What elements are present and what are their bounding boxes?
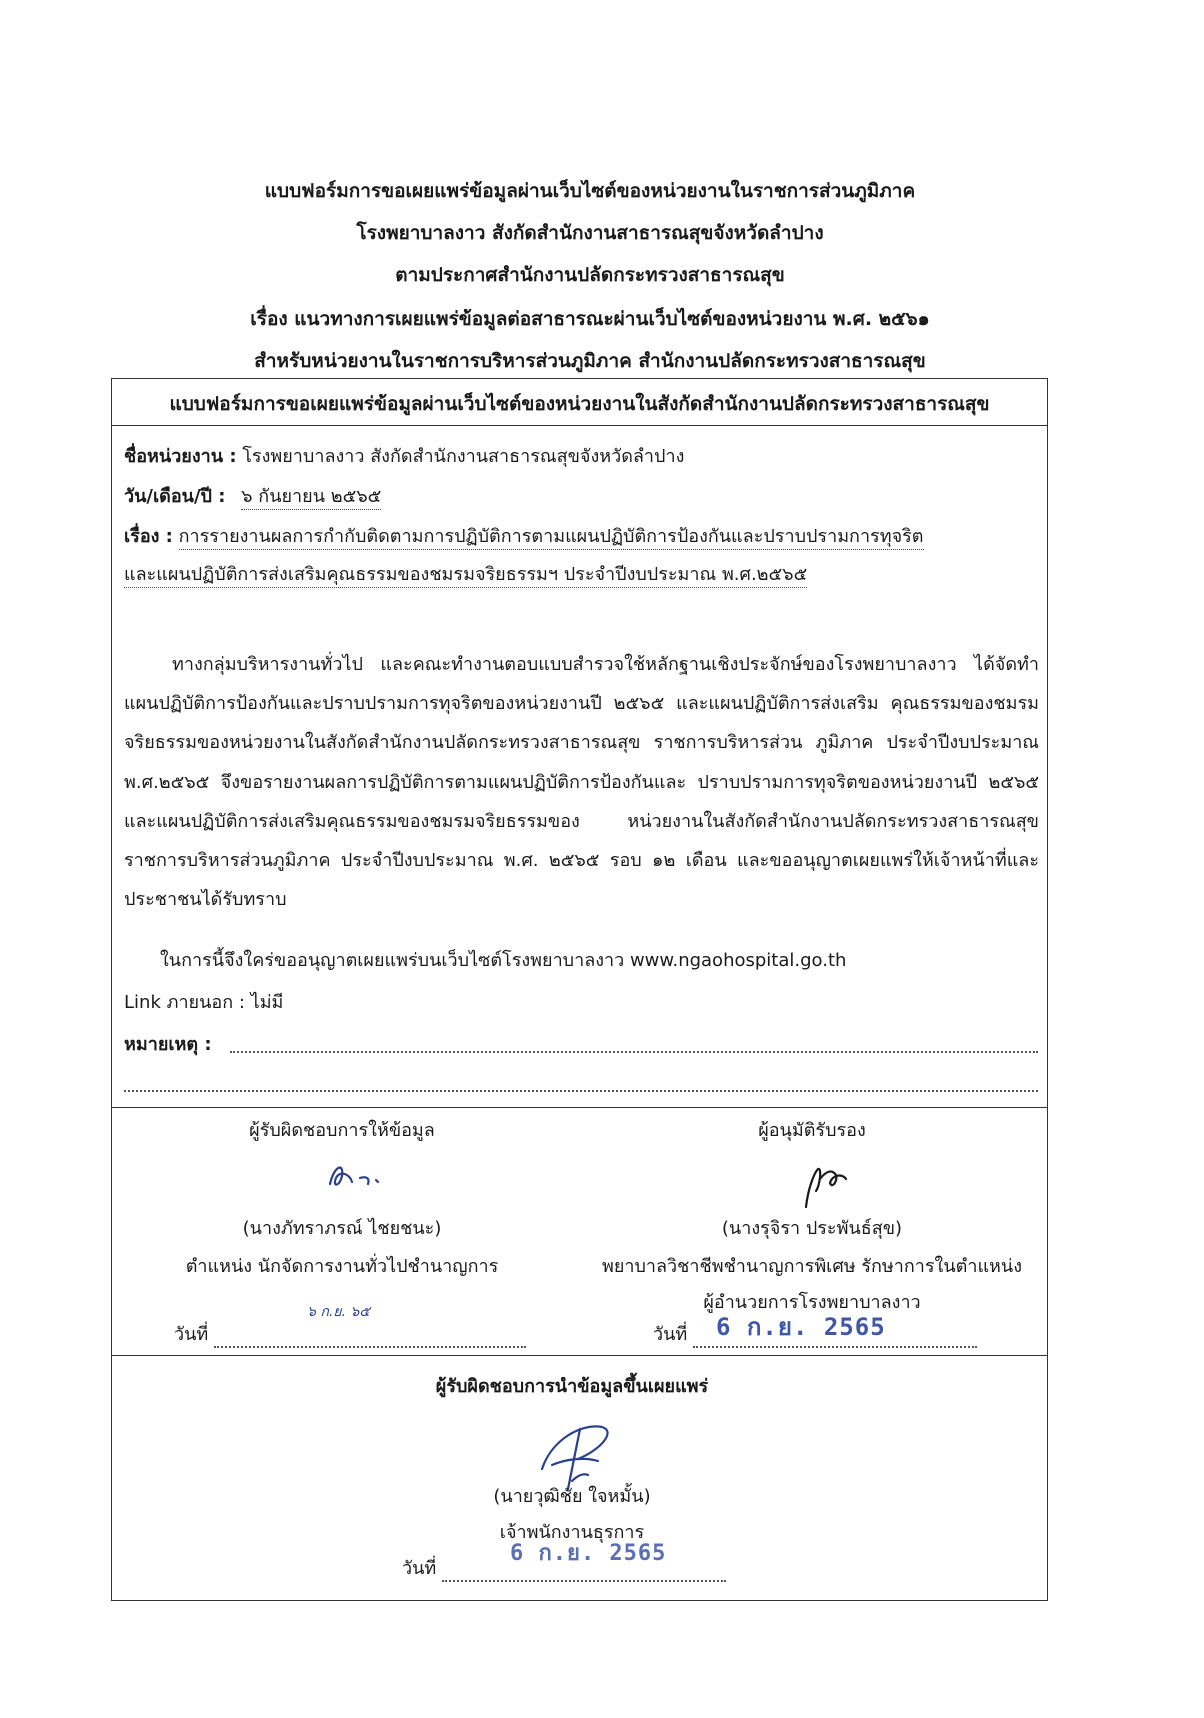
bottom-divider [112, 1355, 1047, 1356]
left-date-label: วันที่ [174, 1324, 209, 1345]
header-line-5: สำหรับหน่วยงานในราชการบริหารส่วนภูมิภาค สำนักงานปลัดกระทรวงสาธารณสุข [254, 350, 926, 372]
subject-row-2 [124, 559, 807, 588]
header-line-1: แบบฟอร์มการขอเผยแพร่ข้อมูลผ่านเว็บไซต์ของหน่วยงานในราชการส่วนภูมิภาค [264, 180, 916, 202]
right-position-line-2: ผู้อำนวยการโรงพยาบาลงาว [703, 1292, 921, 1313]
form-title: แบบฟอร์มการขอเผยแพร่ข้อมูลผ่านเว็บไซต์ของหน่วยงานในสังกัดสำนักงานปลัดกระทรวงสาธารณสุข [169, 393, 990, 415]
right-name: (นางรุจิรา ประพันธ์สุข) [721, 1218, 903, 1239]
unit-label: ชื่อหน่วยงาน : [124, 446, 237, 467]
remark-label: หมายเหตุ : [124, 1034, 212, 1055]
subject-row [124, 521, 924, 550]
link-label: Link ภายนอก : [124, 992, 245, 1013]
left-position: ตำแหน่ง นักจัดการงานทั่วไปชำนาญการ [185, 1256, 499, 1277]
right-date-label: วันที่ [653, 1324, 688, 1345]
left-date-dots [214, 1346, 526, 1348]
date-row [124, 481, 381, 510]
left-signature [322, 1156, 392, 1196]
bottom-name: (นายวุฒิชัย ใจหมั้น) [493, 1486, 651, 1507]
right-signature [796, 1159, 856, 1219]
bottom-date-dots [442, 1580, 726, 1582]
remark-dots-2 [124, 1090, 1038, 1092]
right-role: ผู้อนุมัติรับรอง [758, 1120, 866, 1141]
bottom-date-label: วันที่ [402, 1558, 437, 1579]
bottom-role: ผู้รับผิดชอบการนำข้อมูลขึ้นเผยแพร่ [435, 1376, 709, 1397]
right-date-dots [693, 1346, 977, 1348]
form-box [111, 378, 1048, 1601]
unit-value: โรงพยาบาลงาว สังกัดสำนักงานสาธารณสุขจังหวัดลำปาง [242, 446, 685, 467]
link-row [124, 987, 283, 1016]
left-date-row [174, 1319, 534, 1348]
website-line: ในการนี้จึงใคร่ขออนุญาตเผยแพร่บนเว็บไซต์โรงพยาบาลงาว www.ngaohospital.go.th [160, 950, 847, 971]
title-divider [112, 425, 1047, 426]
subject-label: เรื่อง : [124, 526, 173, 547]
left-handwritten-date: ๖ ก.ย. ๖๕ [307, 1304, 370, 1320]
right-date-stamp: 6 ก.ย. 2565 [716, 1313, 886, 1341]
subject-line-1: การรายงานผลการกำกับติดตามการปฏิบัติการตามแผนปฏิบัติการป้องกันและปราบปรามการทุจริต [179, 526, 924, 550]
bottom-position: เจ้าพนักงานธุรการ [499, 1522, 645, 1543]
link-value: ไม่มี [250, 992, 284, 1013]
date-value: ๖ กันยายน ๒๕๖๕ [241, 486, 381, 510]
date-label: วัน/เดือน/ปี : [124, 486, 226, 507]
header-line-3: ตามประกาศสำนักงานปลัดกระทรวงสาธารณสุข [395, 264, 785, 286]
left-role: ผู้รับผิดชอบการให้ข้อมูล [249, 1120, 435, 1141]
right-position-line-1: พยาบาลวิชาชีพชำนาญการพิเศษ รักษาการในตำแหน่ง [601, 1256, 1023, 1277]
bottom-date-stamp: 6 ก.ย. 2565 [510, 1541, 667, 1566]
remark-dots-1 [230, 1051, 1038, 1053]
unit-row [124, 441, 684, 470]
signature-divider [112, 1107, 1047, 1108]
subject-line-2: และแผนปฏิบัติการส่งเสริมคุณธรรมของชมรมจริยธรรมฯ ประจำปีงบประมาณ พ.ศ.๒๕๖๕ [124, 564, 807, 588]
header-line-4: เรื่อง แนวทางการเผยแพร่ข้อมูลต่อสาธารณะผ่านเว็บไซต์ของหน่วยงาน พ.ศ. ๒๕๖๑ [250, 308, 930, 330]
header-line-2: โรงพยาบาลงาว สังกัดสำนักงานสาธารณสุขจังหวัดลำปาง [356, 222, 824, 244]
body-paragraph: ทางกลุ่มบริหารงานทั่วไป และคณะทำงานตอบแบบสำรวจใช้หลักฐานเชิงประจักษ์ของโรงพยาบาลงาว ได้จัดทำแผนปฏิบัติการป้องกันและปราบปรามการทุจริตของหน่วยงานปี ๒๕๖๕ และแผนปฏิบัติการส่งเสริม คุณธรรมของชมรมจริยธรรมของหน่วยงานในสังกัดสำนักงานปลัดกระทรวงสาธารณสุข ราชการบริหารส่วน ภูมิภาค ประจำปีงบประมาณ พ.ศ.๒๕๖๕ จึงขอรายงานผลการปฏิบัติการตามแผนปฏิบัติการป้องกันและ ปราบปรามการทุจริตของหน่วยงานปี ๒๕๖๕ และแผนปฏิบัติการส่งเสริมคุณธรรมของชมรมจริยธรรมของ หน่วยงานในสังกัดสำนักงานปลัดกระทรวงสาธารณสุข ราชการบริหารส่วนภูมิภาค ประจำปีงบประมาณ พ.ศ. ๒๕๖๕ รอบ ๑๒ เดือน และขออนุญาตเผยแพร่ให้เจ้าหน้าที่และประชาชนได้รับทราบ [124, 654, 1039, 911]
left-name: (นางภัทราภรณ์ ไชยชนะ) [242, 1218, 442, 1239]
remark-row [124, 1029, 212, 1058]
